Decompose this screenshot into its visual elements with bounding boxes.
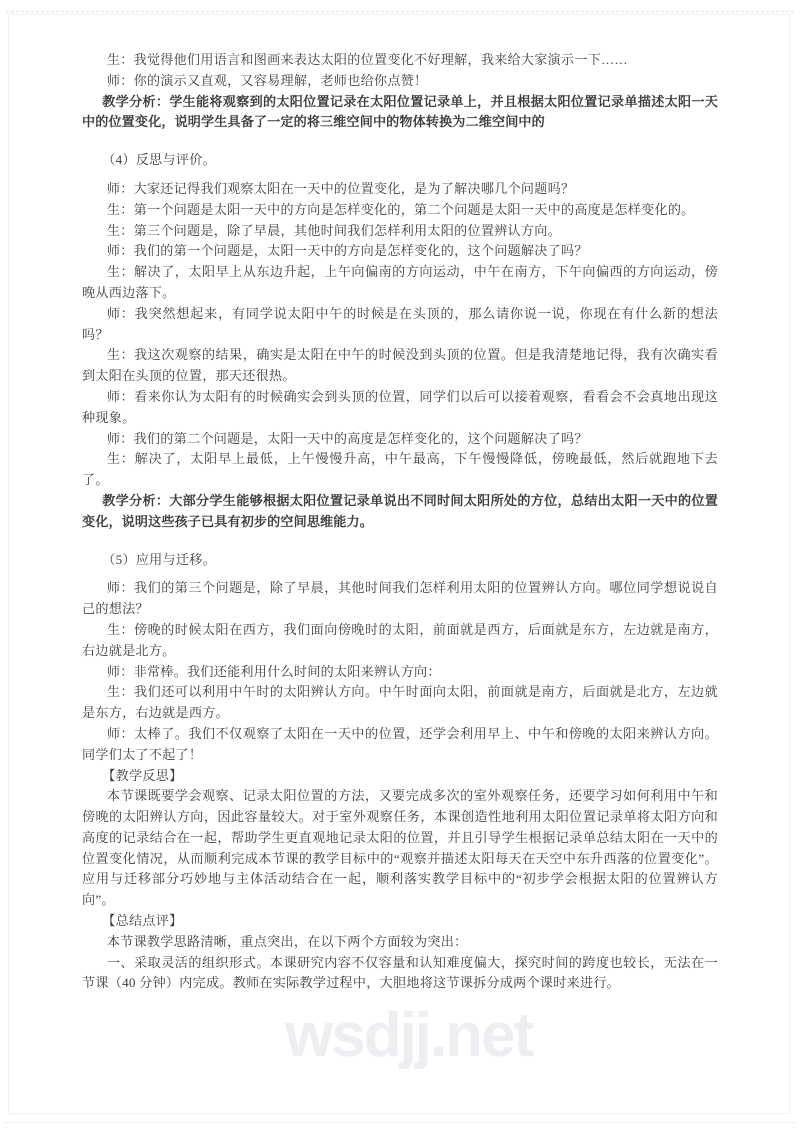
paragraph-section-heading-4: （4）反思与评价。	[102, 152, 216, 168]
paragraph-dialogue-student: 生：我觉得他们用语言和图画来表达太阳的位置变化不好理解，我来给大家演示一下……	[106, 52, 628, 67]
paragraph-bracket-heading-summary: 【总结点评】	[102, 913, 183, 929]
teaching-analysis-body: 大部分学生能够根据太阳位置记录单说出不同时间太阳所处的方位，总结出太阳一天中的位置变化，说明这些孩子已具有初步的空间思维能力。	[82, 492, 719, 529]
paragraph-dialogue-teacher: 师：非常棒。我们还能利用什么时间的太阳来辨认方向：	[106, 663, 441, 679]
paragraph-dialogue-student: 生：解决了，太阳早上最低，上午慢慢升高，中午最高，下午慢慢降低，傍晚最低，然后就跑地下去了。	[82, 451, 718, 488]
paragraph-dialogue-teacher: 师：我们的第二个问题是，太阳一天中的高度是怎样变化的，这个问题解决了吗？	[106, 430, 588, 446]
teaching-analysis-label: 教学分析：	[102, 93, 170, 109]
paragraph-body-summary-intro: 本节课教学思路清晰，重点突出，在以下两个方面较为突出：	[106, 933, 468, 949]
paragraph-dialogue-student: 生：第一个问题是太阳一天中的方向是怎样变化的，第二个问题是太阳一天中的高度是怎样变化的。	[106, 201, 695, 217]
paragraph-teaching-analysis	[82, 92, 718, 134]
paragraph-dialogue-student: 生：我这次观察的结果，确实是太阳在中午的时候没到头顶的位置。但是我清楚地记得，我有次确实看到太阳在头顶的位置，那天还很热。	[82, 347, 718, 384]
paragraph-dialogue-teacher: 师：你的演示又直观，又容易理解，老师也给你点赞！	[106, 72, 428, 88]
page-bottom-rule	[4, 1122, 796, 1123]
paragraph-section-heading-5: （5）应用与迁移。	[102, 551, 216, 567]
paragraph-dialogue-student: 生：解决了，太阳早上从东边升起，上午向偏南的方向运动，中午在南方，下午向偏西的方向运动，傍晚从西边落下。	[82, 264, 718, 300]
paragraph-dialogue-teacher: 师：我们的第三个问题是，除了早晨，其他时间我们怎样利用太阳的位置辨认方向。哪位同学想说说自己的想法？	[82, 580, 718, 617]
paragraph-dialogue-student: 生：第三个问题是，除了早晨，其他时间我们怎样利用太阳的位置辨认方向。	[106, 222, 561, 238]
paragraph-dialogue-teacher: 师：我突然想起来，有同学说太阳中午的时候是在头顶的，那么请你说一说，你现在有什么新的想法吗？	[82, 305, 718, 342]
paragraph-dialogue-teacher: 师：太棒了。我们不仅观察了太阳在一天中的位置，还学会利用早上、中午和傍晚的太阳来辨认方向。同学们太了不起了！	[82, 725, 718, 762]
teaching-analysis-label: 教学分析：	[102, 492, 170, 508]
watermark-text: wsdjj.net	[285, 1001, 533, 1070]
paragraph-teaching-analysis	[82, 491, 718, 533]
paragraph-dialogue-teacher: 师：看来你认为太阳有的时候确实会到头顶的位置，同学们以后可以接着观察，看看会不会真地出现这种现象。	[82, 388, 718, 425]
paragraph-dialogue-student: 生：我们还可以利用中午时的太阳辨认方向。中午时面向太阳，前面就是南方，后面就是北方，左边就是东方，右边就是西方。	[82, 684, 718, 721]
paragraph-body-reflection: 本节课既要学会观察、记录太阳位置的方法，又要完成多次的室外观察任务，还要学习如何利用中午和傍晚的太阳辨认方向，因此容量较大。对于室外观察任务，本课创造性地利用太阳位置记录单将太阳方向和高度的记录结合在一起，帮助学生更直观地记录太阳的位置，并且引导学生根据记录单总结太阳在一天中的位置变化情况，从而顺利完成本节课的教学目标中的“观察并描述太阳每天在天空中东升西落的位置变化”。应用与迁移部分巧妙地与主体活动结合在一起，顺利落实教学目标中的“初步学会根据太阳的位置辨认方向”。	[82, 788, 718, 908]
paragraph-body-summary-point-one: 一、采取灵活的组织形式。本课研究内容不仅容量和认知难度偏大，探究时间的跨度也较长，无法在一节课（40 分钟）内完成。教师在实际教学过程中，大胆地将这节课拆分成两个课时来进行。	[82, 954, 718, 991]
paragraph-bracket-heading-reflection: 【教学反思】	[102, 767, 183, 783]
paragraph-dialogue-teacher: 师：我们的第一个问题是，太阳一天中的方向是怎样变化的，这个问题解决了吗？	[106, 243, 588, 259]
teaching-analysis-body: 学生能将观察到的太阳位置记录在太阳位置记录单上，并且根据太阳位置记录单描述太阳一天中的位置变化，说明学生具备了一定的将三维空间中的物体转换为二维空间中的	[82, 93, 719, 130]
paragraph-dialogue-student: 生：傍晚的时候太阳在西方，我们面向傍晚时的太阳，前面就是西方，后面就是东方，左边就是南方，右边就是北方。	[82, 621, 718, 658]
paragraph-dialogue-teacher: 师：大家还记得我们观察太阳在一天中的位置变化，是为了解决哪几个问题吗？	[106, 180, 575, 196]
